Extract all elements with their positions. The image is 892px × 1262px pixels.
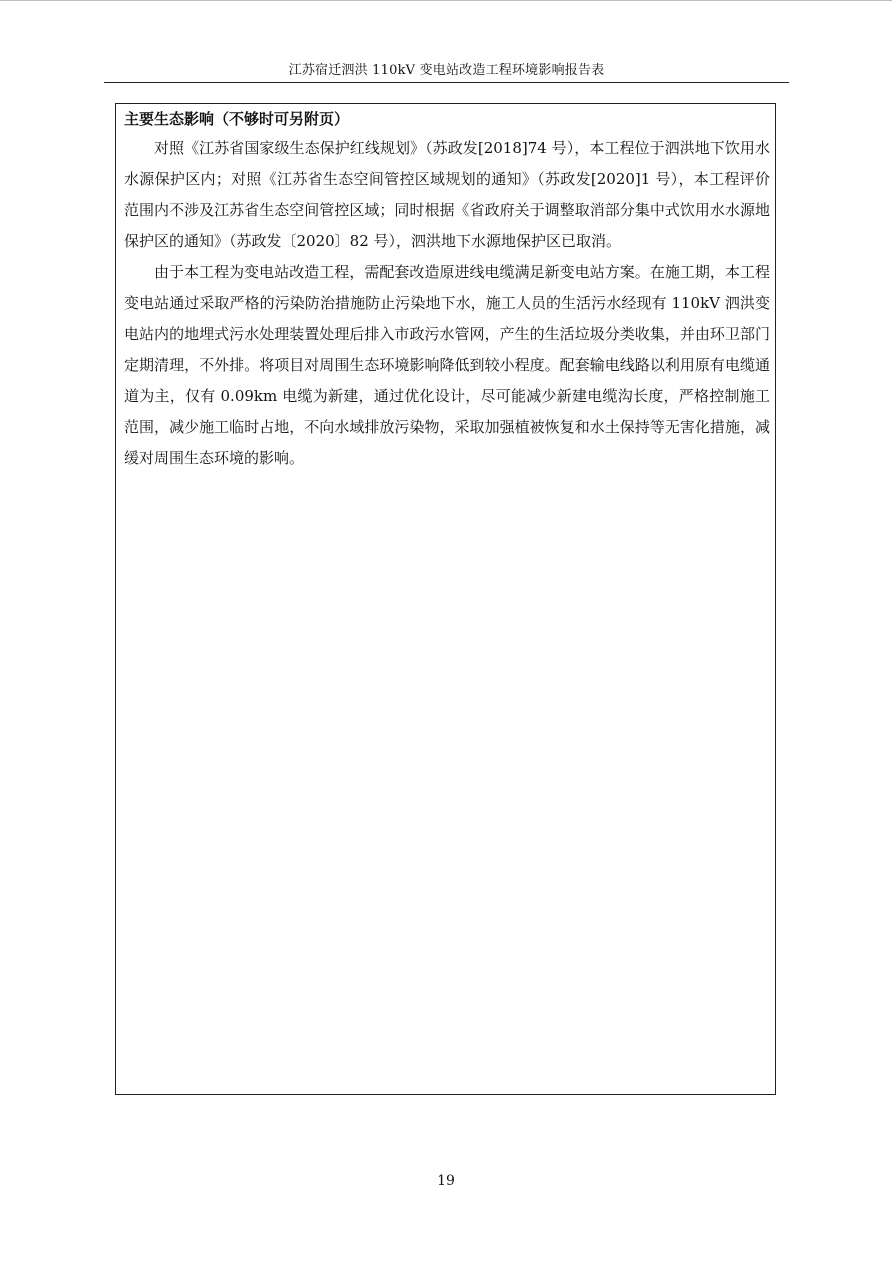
section-heading: 主要生态影响（不够时可另附页） xyxy=(124,110,350,128)
paragraph-construction-measures: 由于本工程为变电站改造工程，需配套改造原进线电缆满足新变电站方案。在施工期，本工程变电站通过采取严格的污染防治措施防止污染地下水，施工人员的生活污水经现有 110kV 泗洪变电站内的地埋式污水处理装置处理后排入市政污水管网，产生的生活垃圾分类收集，并由环卫部门定期清理，不外排。将项目对周围生态环境影响降低到较小程度。配套输电线路以利用原有电缆通道为主，仅有 0.09km 电缆为新建，通过优化设计，尽可能减少新建电缆沟长度，严格控制施工范围，减少施工临时占地，不向水域排放污染物，采取加强植被恢复和水土保持等无害化措施，减缓对周围生态环境的影响。 xyxy=(124,263,770,467)
paragraph-ecological-redline: 对照《江苏省国家级生态保护红线规划》（苏政发[2018]74 号），本工程位于泗洪地下饮用水水源保护区内；对照《江苏省生态空间管控区域规划的通知》（苏政发[2020]1 号），本工程评价范围内不涉及江苏省生态空间管控区域；同时根据《省政府关于调整取消部分集中式饮用水水源地保护区的通知》（苏政发〔2020〕82 号），泗洪地下水源地保护区已取消。 xyxy=(124,139,770,250)
ecological-impact-table-cell xyxy=(115,103,776,1095)
section-body xyxy=(124,133,770,474)
page-number: 19 xyxy=(437,1173,455,1189)
header-divider xyxy=(104,82,789,83)
document-running-header: 江苏宿迁泗洪 110kV 变电站改造工程环境影响报告表 xyxy=(288,63,605,78)
page-top-edge xyxy=(0,0,892,1)
